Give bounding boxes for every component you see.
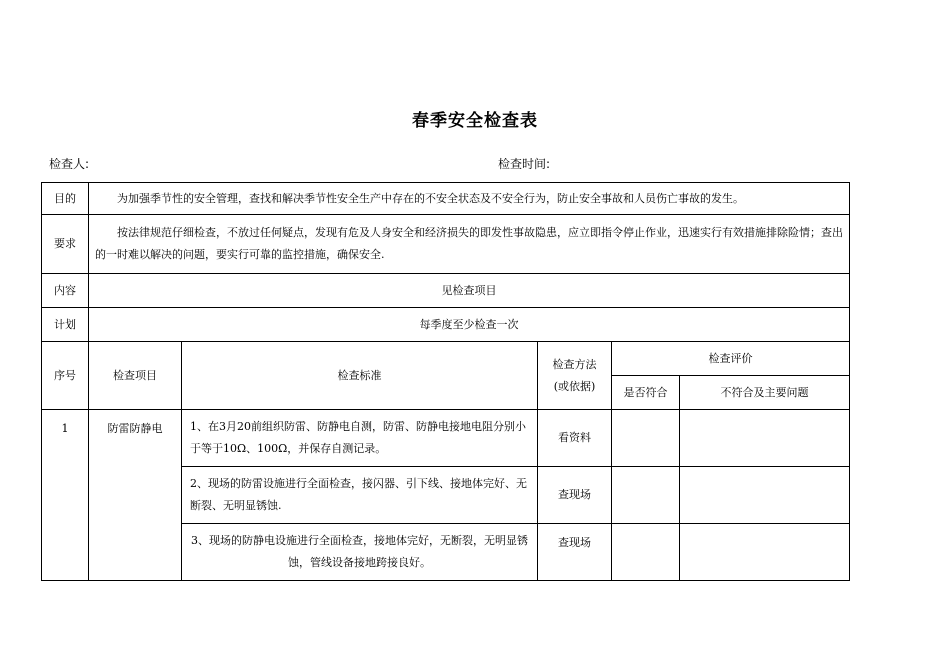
inspector-label: 检查人: (49, 157, 90, 171)
plan-text: 每季度至少检查一次 (89, 308, 850, 342)
conform-cell[interactable] (612, 467, 680, 524)
col-standard-header: 检查标准 (182, 342, 538, 410)
col-evaluation-header: 检查评价 (612, 342, 850, 376)
col-method-line2: (或依据) (553, 379, 596, 393)
standard-text: 2、现场的防雷设施进行全面检查，接闪器、引下线、接地体完好、无断裂、无明显锈蚀. (182, 467, 538, 524)
conform-cell[interactable] (612, 524, 680, 581)
table-row (42, 410, 850, 467)
standard-text: 3、现场的防静电设施进行全面检查，接地体完好，无断裂，无明显锈蚀，管线设备接地跨接良好。 (182, 524, 538, 581)
requirement-text: 按法律规范仔细检查，不放过任何疑点，发现有危及人身安全和经济损失的即发性事故隐患，应立即指令停止作业，迅速实行有效措施排除险情；查出的一时难以解决的问题，要实行可靠的监控措施，确保安全. (89, 215, 850, 274)
content-row (42, 274, 850, 308)
issues-cell[interactable] (680, 410, 850, 467)
col-method-header (538, 342, 612, 410)
standard-text: 1、在3月20前组织防雷、防静电自测，防雷、防静电接地电阻分别小于等于10Ω、100Ω，并保存自测记录。 (182, 410, 538, 467)
item-seq: 1 (42, 410, 89, 581)
col-seq-header: 序号 (42, 342, 89, 410)
inspection-table (41, 182, 850, 581)
method-text: 查现场 (538, 467, 612, 524)
method-text: 查现场 (538, 524, 612, 581)
col-method-line1: 检查方法 (552, 357, 597, 371)
issues-cell[interactable] (680, 524, 850, 581)
requirement-label: 要求 (42, 215, 89, 274)
item-name: 防雷防静电 (89, 410, 182, 581)
purpose-text: 为加强季节性的安全管理，查找和解决季节性安全生产中存在的不安全状态及不安全行为，防止安全事故和人员伤亡事故的发生。 (89, 183, 850, 215)
content-text: 见检查项目 (89, 274, 850, 308)
header-row (42, 342, 850, 376)
content-label: 内容 (42, 274, 89, 308)
purpose-row (42, 183, 850, 215)
page-title: 春季安全检查表 (412, 111, 538, 131)
purpose-label: 目的 (42, 183, 89, 215)
plan-label: 计划 (42, 308, 89, 342)
plan-row (42, 308, 850, 342)
col-issues-header: 不符合及主要问题 (680, 376, 850, 410)
conform-cell[interactable] (612, 410, 680, 467)
col-item-header: 检查项目 (89, 342, 182, 410)
col-conform-header: 是否符合 (612, 376, 680, 410)
check-time-label: 检查时间: (498, 157, 551, 171)
requirement-row (42, 215, 850, 274)
method-text: 看资料 (538, 410, 612, 467)
issues-cell[interactable] (680, 467, 850, 524)
